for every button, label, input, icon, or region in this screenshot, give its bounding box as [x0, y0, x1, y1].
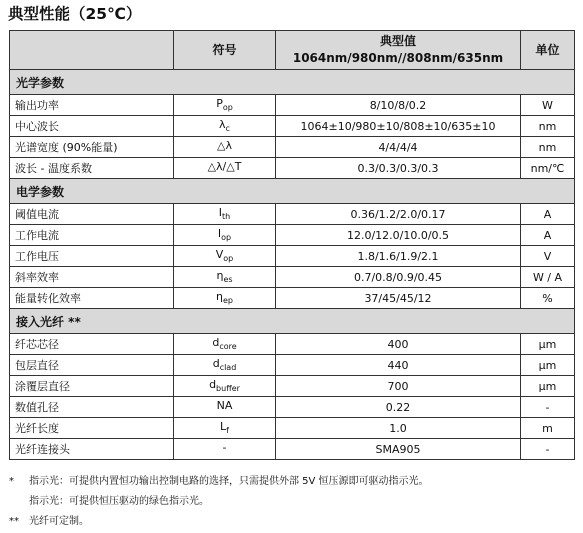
symbol-main: △λ/△T [207, 160, 242, 174]
param-symbol [174, 225, 276, 246]
footnotes [9, 473, 574, 533]
param-unit: W [521, 95, 575, 116]
footnote [9, 473, 574, 493]
param-unit: W / A [521, 267, 575, 288]
table-row [10, 225, 575, 246]
symbol-main: P [216, 97, 223, 111]
table-row [10, 204, 575, 225]
symbol-main: L [220, 420, 227, 434]
param-symbol [174, 397, 276, 418]
param-unit: nm [521, 137, 575, 158]
param-symbol [174, 246, 276, 267]
param-symbol [174, 267, 276, 288]
symbol-subscript: th [222, 212, 231, 222]
param-unit: A [521, 204, 575, 225]
param-value: 0.36/1.2/2.0/0.17 [276, 204, 521, 225]
param-value: 8/10/8/0.2 [276, 95, 521, 116]
param-name: 工作电压 [10, 246, 174, 267]
header-value-line2: 1064nm/980nm//808nm/635nm [292, 51, 504, 65]
param-name: 中心波长 [10, 116, 174, 137]
table-row [10, 355, 575, 376]
param-unit: μm [521, 334, 575, 355]
symbol-subscript: op [222, 103, 233, 113]
param-value: 4/4/4/4 [276, 137, 521, 158]
table-row [10, 137, 575, 158]
header-name-cell [10, 31, 174, 70]
param-name: 涂覆层直径 [10, 376, 174, 397]
table-row [10, 397, 575, 418]
table-row [10, 267, 575, 288]
param-symbol [174, 95, 276, 116]
param-unit: μm [521, 355, 575, 376]
param-name: 工作电流 [10, 225, 174, 246]
param-value: 1.8/1.6/1.9/2.1 [276, 246, 521, 267]
table-header-row [10, 31, 575, 70]
footnote [9, 513, 574, 533]
spec-table [9, 30, 575, 460]
header-value [276, 31, 521, 70]
param-symbol [174, 439, 276, 460]
param-name: 光纤长度 [10, 418, 174, 439]
param-value: SMA905 [276, 439, 521, 460]
param-unit: - [521, 439, 575, 460]
header-symbol: 符号 [174, 31, 276, 70]
footnote-text: 指示光：可提供内置恒功输出控制电路的选择，只需提供外部 5V 恒压源即可驱动指示光。 [29, 476, 429, 487]
param-unit: V [521, 246, 575, 267]
table-row [10, 158, 575, 179]
section-label: 接入光纤 ** [10, 309, 575, 334]
param-symbol [174, 334, 276, 355]
section-label: 电学参数 [10, 179, 575, 204]
param-name: 包层直径 [10, 355, 174, 376]
param-value: 0.22 [276, 397, 521, 418]
footnote-text: 光纤可定制。 [29, 516, 89, 527]
param-unit: m [521, 418, 575, 439]
footnote-mark: * [9, 476, 14, 487]
section-row [10, 309, 575, 334]
param-name: 光谱宽度 (90%能量) [10, 137, 174, 158]
header-unit: 单位 [521, 31, 575, 70]
symbol-main: NA [216, 399, 233, 413]
param-symbol [174, 418, 276, 439]
table-row [10, 95, 575, 116]
param-symbol [174, 116, 276, 137]
param-name: 纤芯芯径 [10, 334, 174, 355]
section-row [10, 179, 575, 204]
param-value: 1.0 [276, 418, 521, 439]
param-unit: μm [521, 376, 575, 397]
param-unit: % [521, 288, 575, 309]
param-value: 1064±10/980±10/808±10/635±10 [276, 116, 521, 137]
param-name: 数值孔径 [10, 397, 174, 418]
param-unit: - [521, 397, 575, 418]
table-row [10, 439, 575, 460]
section-label: 光学参数 [10, 70, 575, 95]
param-symbol [174, 288, 276, 309]
section-row [10, 70, 575, 95]
param-value: 440 [276, 355, 521, 376]
table-row [10, 418, 575, 439]
header-value-line1: 典型值 [379, 34, 416, 48]
symbol-subscript: ep [222, 296, 233, 306]
param-value: 0.7/0.8/0.9/0.45 [276, 267, 521, 288]
param-symbol [174, 376, 276, 397]
param-name: 波长 - 温度系数 [10, 158, 174, 179]
param-symbol [174, 137, 276, 158]
footnote [9, 493, 574, 513]
param-unit: nm [521, 116, 575, 137]
table-row [10, 116, 575, 137]
spec-table-body [10, 70, 575, 460]
page-title: 典型性能（25℃） [8, 5, 142, 23]
symbol-subscript: es [223, 275, 233, 285]
table-row [10, 334, 575, 355]
symbol-subscript: clad [219, 363, 237, 373]
param-unit: A [521, 225, 575, 246]
param-value: 700 [276, 376, 521, 397]
symbol-main: - [222, 441, 227, 455]
table-row [10, 246, 575, 267]
symbol-main: d [209, 378, 217, 392]
symbol-main: η [216, 290, 223, 304]
param-symbol [174, 204, 276, 225]
param-symbol [174, 355, 276, 376]
param-value: 0.3/0.3/0.3/0.3 [276, 158, 521, 179]
param-value: 400 [276, 334, 521, 355]
symbol-main: λ [219, 118, 226, 132]
symbol-main: △λ [217, 139, 232, 153]
symbol-subscript: buffer [216, 384, 240, 394]
param-name: 光纤连接头 [10, 439, 174, 460]
symbol-subscript: f [226, 426, 229, 436]
param-value: 37/45/45/12 [276, 288, 521, 309]
symbol-main: V [215, 248, 224, 262]
table-row [10, 376, 575, 397]
symbol-subscript: op [221, 233, 232, 243]
param-name: 输出功率 [10, 95, 174, 116]
symbol-main: I [218, 206, 223, 220]
symbol-subscript: core [219, 342, 237, 352]
table-row [10, 288, 575, 309]
param-symbol [174, 158, 276, 179]
param-name: 阈值电流 [10, 204, 174, 225]
footnote-mark: ** [9, 516, 19, 527]
symbol-subscript: c [225, 124, 230, 134]
param-name: 斜率效率 [10, 267, 174, 288]
symbol-main: η [216, 269, 224, 283]
param-value: 12.0/12.0/10.0/0.5 [276, 225, 521, 246]
symbol-main: I [217, 227, 222, 241]
footnote-text: 指示光：可提供恒压驱动的绿色指示光。 [29, 496, 209, 507]
symbol-main: d [212, 357, 220, 371]
symbol-subscript: op [223, 254, 234, 264]
symbol-main: d [212, 336, 220, 350]
param-name: 能量转化效率 [10, 288, 174, 309]
param-unit: nm/℃ [521, 158, 575, 179]
